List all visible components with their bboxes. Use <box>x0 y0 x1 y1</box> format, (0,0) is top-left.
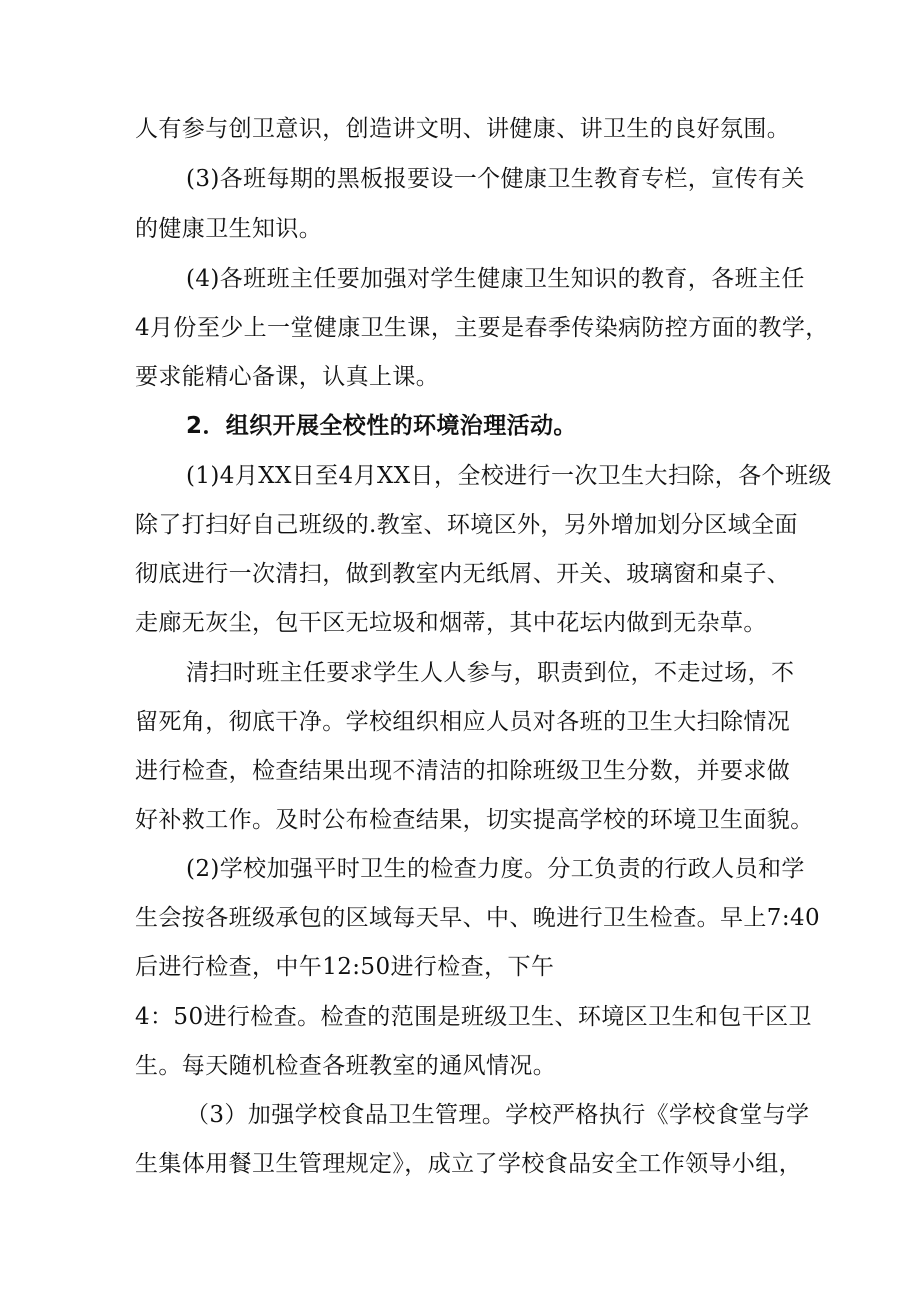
text-line-3: 的健康卫生知识。 <box>135 216 323 242</box>
text-line-21: （3）加强学校食品卫生管理。学校严格执行《学校食堂与学 <box>186 1102 810 1128</box>
text-line-6: 要求能精心备课，认真上课。 <box>135 364 440 390</box>
text-line-16: (2)学校加强平时卫生的检查力度。分工负责的行政人员和学 <box>186 856 805 882</box>
section-heading: 2．组织开展全校性的环境治理活动。 <box>186 413 577 439</box>
text-line-11: 走廊无灰尘，包干区无垃圾和烟蒂，其中花坛内做到无杂草。 <box>135 610 767 636</box>
text-line-13: 留死角，彻底干净。学校组织相应人员对各班的卫生大扫除情况 <box>135 709 791 735</box>
text-line-8: (1)4月XX日至4月XX日，全校进行一次卫生大扫除，各个班级 <box>186 463 832 489</box>
text-line-9: 除了打扫好自己班级的.教室、环境区外，另外增加划分区域全面 <box>135 512 798 538</box>
text-line-18: 后进行检查，中午12:50进行检查，下午 <box>135 954 555 980</box>
text-line-19: 4：50进行检查。检查的范围是班级卫生、环境区卫生和包干区卫 <box>135 1004 812 1030</box>
text-line-5: 4月份至少上一堂健康卫生课，主要是春季传染病防控方面的教学， <box>135 315 829 341</box>
text-line-2: (3)各班每期的黑板报要设一个健康卫生教育专栏，宣传有关 <box>186 166 805 192</box>
text-line-1: 人有参与创卫意识，创造讲文明、讲健康、讲卫生的良好氛围。 <box>135 116 791 142</box>
text-line-4: (4)各班班主任要加强对学生健康卫生知识的教育，各班主任 <box>186 266 805 292</box>
text-line-12: 清扫时班主任要求学生人人参与，职责到位，不走过场，不 <box>186 660 795 686</box>
text-line-15: 好补救工作。及时公布检查结果，切实提高学校的环境卫生面貌。 <box>135 807 814 833</box>
text-line-10: 彻底进行一次清扫，做到教室内无纸屑、开关、玻璃窗和桌子、 <box>135 561 791 587</box>
text-line-17: 生会按各班级承包的区域每天早、中、晚进行卫生检查。早上7:40 <box>135 905 821 931</box>
text-line-20: 生。每天随机检查各班教室的通风情况。 <box>135 1053 557 1079</box>
text-line-22: 生集体用餐卫生管理规定》，成立了学校食品安全工作领导小组， <box>135 1151 803 1177</box>
text-line-14: 进行检查，检查结果出现不清洁的扣除班级卫生分数，并要求做 <box>135 758 791 784</box>
